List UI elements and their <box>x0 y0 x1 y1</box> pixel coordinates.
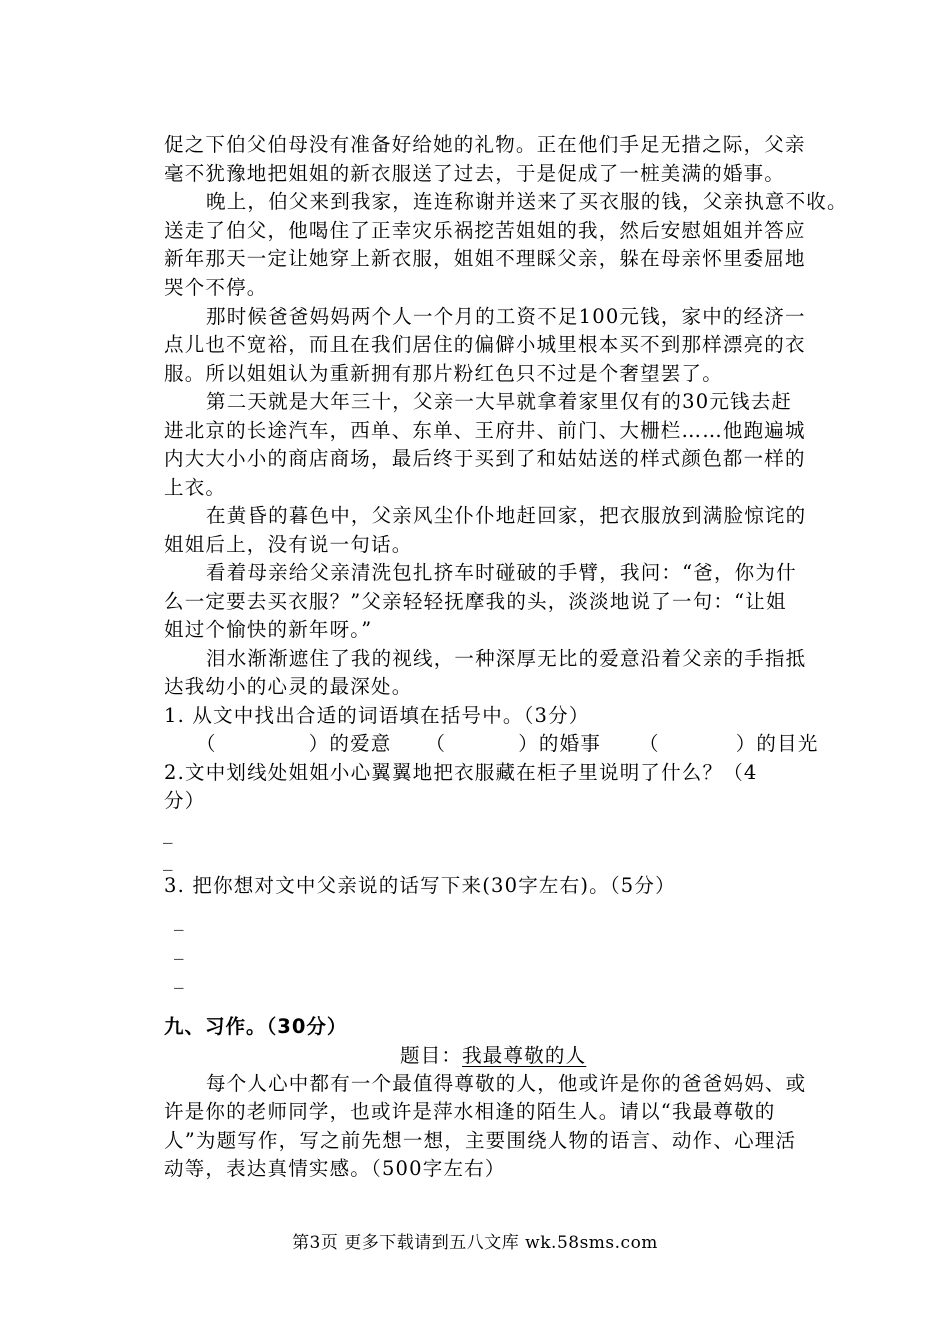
passage-line: 泪水渐渐遮住了我的视线，一种深厚无比的爱意沿着父亲的手指抵 <box>206 647 807 670</box>
question-1-blanks <box>196 729 819 759</box>
passage-line: 促之下伯父伯母没有准备好给她的礼物。正在他们手足无措之际，父亲 <box>164 133 806 156</box>
blank-label-hun-shi: ）的婚事 <box>518 732 602 755</box>
composition-line: 人”为题写作，写之前先想一想，主要围绕人物的语言、动作、心理活 <box>164 1129 797 1152</box>
composition-line: 动等，表达真情实感。（500字左右） <box>164 1157 506 1180</box>
passage-line: 送走了伯父，他喝住了正幸灾乐祸挖苦姐姐的我，然后安慰姐姐并答应 <box>164 219 806 242</box>
passage-line: 毫不犹豫地把姐姐的新衣服送了过去，于是促成了一桩美满的婚事。 <box>164 162 786 185</box>
composition-topic <box>400 1041 586 1071</box>
passage-line: 上衣。 <box>164 476 227 499</box>
question-2-line-1: 2.文中划线处姐姐小心翼翼地把衣服藏在柜子里说明了什么？（4 <box>164 761 758 784</box>
answer-line[interactable]: _ <box>174 909 184 931</box>
question-1: 1. 从文中找出合适的词语填在括号中。（3分） <box>164 704 590 727</box>
passage-line: 姐过个愉快的新年呀。” <box>164 618 373 641</box>
question-3: 3. 把你想对文中父亲说的话写下来(30字左右)。（5分） <box>164 874 676 897</box>
passage-line: 内大大小小的商店商场，最后终于买到了和姑姑送的样式颜色都一样的 <box>164 447 806 470</box>
topic-title: 我最尊敬的人 <box>462 1044 587 1067</box>
passage-line: 新年那天一定让她穿上新衣服，姐姐不理睬父亲，躲在母亲怀里委屈地 <box>164 247 806 270</box>
answer-line[interactable]: _ <box>163 822 173 844</box>
passage-line: 哭个不停。 <box>164 276 268 299</box>
topic-label: 题目： <box>400 1044 463 1067</box>
composition-heading: 九、习作。（30分） <box>164 1015 348 1038</box>
passage-line: 晚上，伯父来到我家，连连称谢并送来了买衣服的钱，父亲执意不收。 <box>206 190 848 213</box>
passage-line: 第二天就是大年三十，父亲一大早就拿着家里仅有的30元钱去赶 <box>206 390 793 413</box>
blank-label-mu-guang: ）的目光 <box>735 732 819 755</box>
answer-line[interactable]: _ <box>174 967 184 989</box>
passage-line: 点儿也不宽裕，而且在我们居住的偏僻小城里根本买不到那样漂亮的衣 <box>164 333 806 356</box>
passage-line: 么一定要去买衣服？”父亲轻轻抚摩我的头，淡淡地说了一句：“让姐 <box>164 590 787 613</box>
blank-open-paren: （ <box>639 732 660 755</box>
passage-line: 那时候爸爸妈妈两个人一个月的工资不足100元钱，家中的经济一 <box>206 305 806 328</box>
blank-open-paren: （ <box>196 732 217 755</box>
page-footer: 第3页 更多下载请到五八文库 wk.58sms.com <box>292 1233 658 1253</box>
composition-line: 每个人心中都有一个最值得尊敬的人，他或许是你的爸爸妈妈、或 <box>206 1072 807 1095</box>
passage-line: 达我幼小的心灵的最深处。 <box>164 675 413 698</box>
passage-line: 看着母亲给父亲清洗包扎挤车时碰破的手臂，我问：“爸，你为什 <box>206 561 797 584</box>
question-2-line-2: 分） <box>164 789 206 812</box>
blank-open-paren: （ <box>425 732 447 755</box>
passage-line: 进北京的长途汽车，西单、东单、王府井、前门、大栅栏……他跑遍城 <box>164 419 806 442</box>
passage-line: 姐姐后上，没有说一句话。 <box>164 533 413 556</box>
composition-line: 许是你的老师同学，也或许是萍水相逢的陌生人。请以“我最尊敬的 <box>164 1100 776 1123</box>
passage-line: 在黄昏的暮色中，父亲风尘仆仆地赶回家，把衣服放到满脸惊诧的 <box>206 504 807 527</box>
answer-line[interactable]: _ <box>174 938 184 960</box>
answer-line[interactable]: _ <box>163 849 173 871</box>
blank-label-ai-yi: ）的爱意 <box>308 732 392 755</box>
passage-line: 服。所以姐姐认为重新拥有那片粉红色只不过是个奢望罢了。 <box>164 362 723 385</box>
